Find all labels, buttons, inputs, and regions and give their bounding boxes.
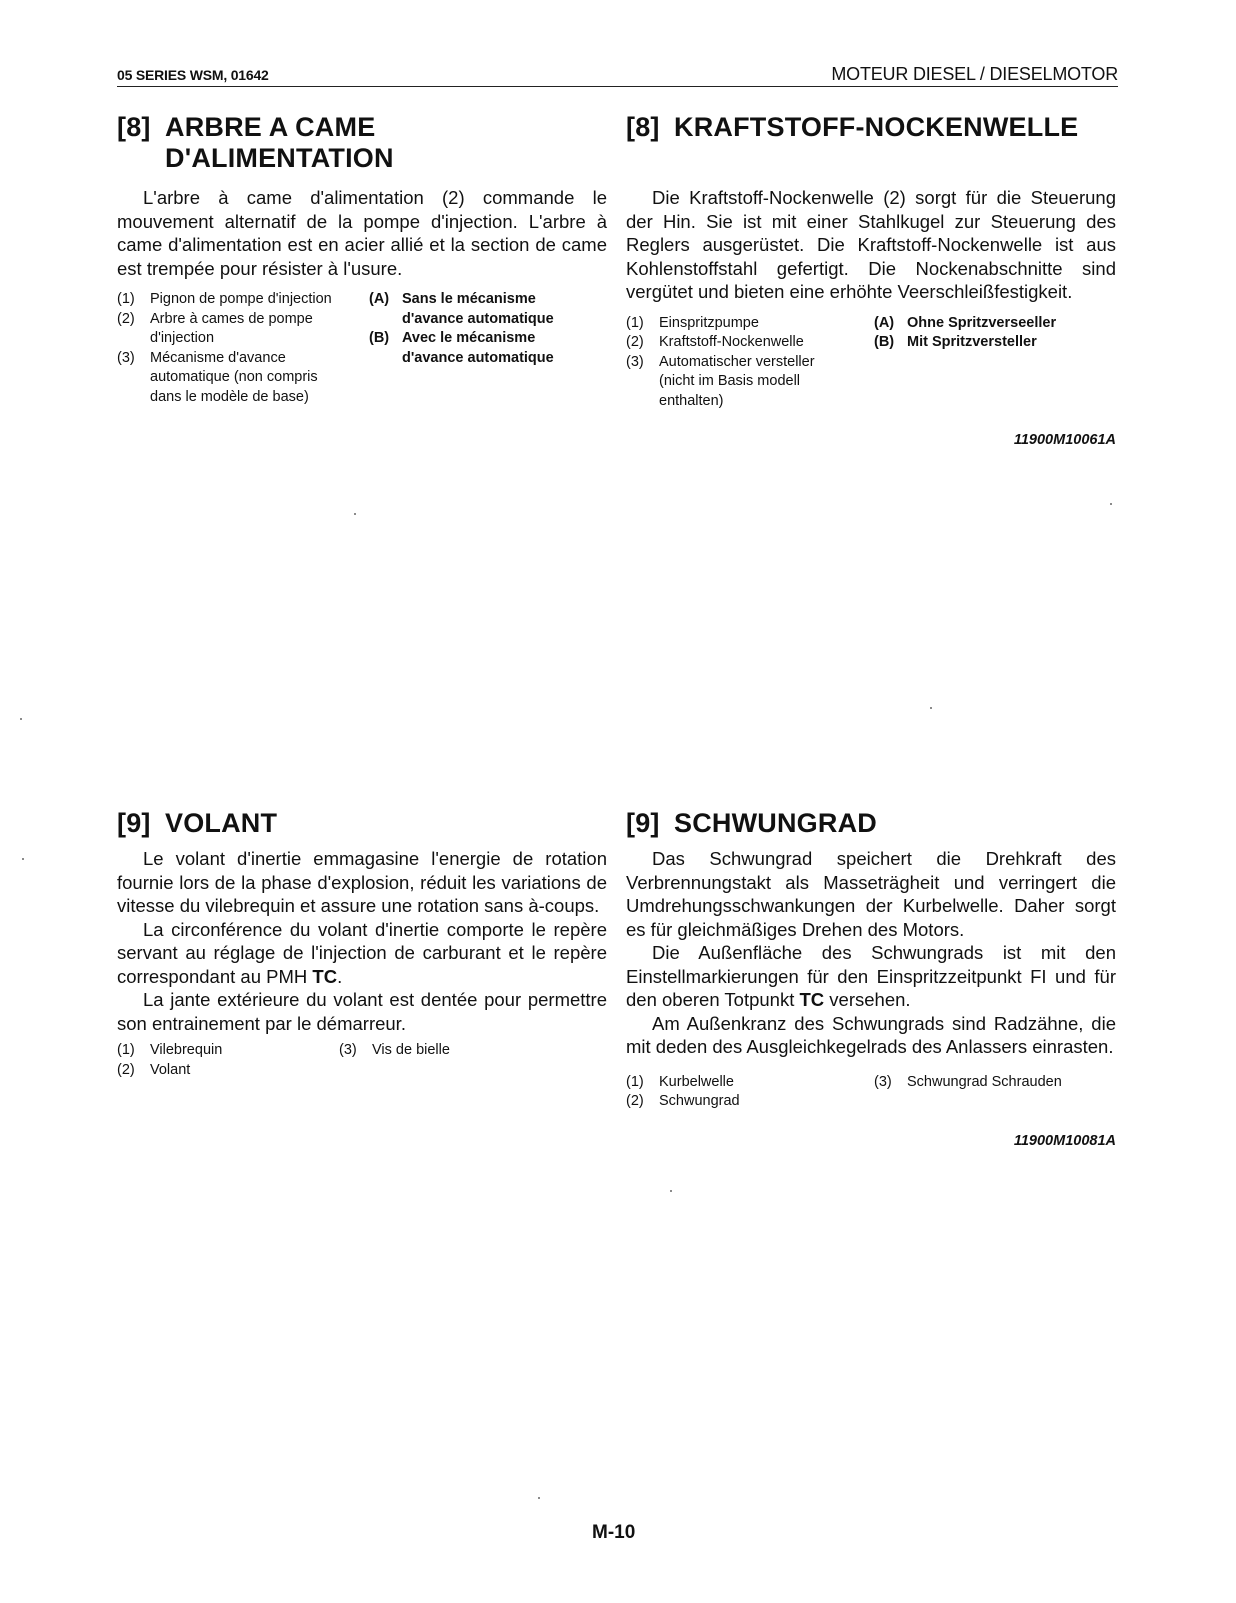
document-code: 11900M10081A xyxy=(1013,1133,1116,1149)
figure-legend xyxy=(117,1041,607,1080)
body-paragraph: Das Schwungrad speichert die Drehkraft des Verbrennungstakt als Masseträgheit und verringert die Umdrehungsschwankungen der Kurbelwelle. Daher sorgt es für gleichmäßiges Drehen des Motors. xyxy=(626,848,1116,940)
section-title: SCHWUNGRAD xyxy=(674,808,877,838)
body-paragraph: Die Außenfläche des Schwungrads ist mit den Einstellmarkierungen für den Einspritzzeitpunkt FI und für den oberen Totpunkt TC versehen. xyxy=(626,942,1116,1010)
legend-item: (2) Volant xyxy=(117,1061,191,1078)
body-paragraph: L'arbre à came d'alimentation (2) commande le mouvement alternatif de la pompe d'injection. L'arbre à came d'alimentation est en acier allié et la section de came est trempée pour résister à l'usure. xyxy=(117,187,607,279)
section-8-french xyxy=(117,112,607,407)
body-paragraph: Le volant d'inertie emmagasine l'energie de rotation fournie lors de la phase d'explosion, réduit les variations de vitesse du vilebrequin et assure une rotation sans à-coups. xyxy=(117,848,607,916)
section-title: VOLANT xyxy=(165,808,278,838)
scan-speck xyxy=(670,1190,672,1192)
body-paragraph: La circonférence du volant d'inertie comporte le repère servant au réglage de l'injection de carburant et le repère correspondant au PMH TC. xyxy=(117,918,607,987)
section-8-german xyxy=(626,112,1116,411)
document-code: 11900M10061A xyxy=(1013,432,1116,448)
legend-item: (A) Sans le mécanisme d'avance automatique xyxy=(369,291,554,327)
legend-item: (3) Schwungrad Schrauden xyxy=(874,1073,1062,1090)
legend-item: (2) Arbre à cames de pompe d'injection xyxy=(117,310,313,346)
scan-speck xyxy=(20,718,22,720)
body-paragraph: La jante extérieure du volant est dentée pour permettre son entrainement par le démarreur. xyxy=(117,989,607,1034)
legend-item: (2) Schwungrad xyxy=(626,1093,740,1109)
section-title-line-2: D'ALIMENTATION xyxy=(165,143,394,173)
legend-item: (3) Mécanisme d'avance automatique (non compris dans le modèle de base) xyxy=(117,349,318,405)
scan-speck xyxy=(538,1497,540,1499)
scan-speck xyxy=(1110,503,1112,505)
header-rule xyxy=(117,86,1118,87)
legend-item: (A) Ohne Spritzverseeller xyxy=(874,314,1057,331)
legend-item: (1) Kurbelwelle xyxy=(626,1073,734,1090)
legend-item: (1) Pignon de pompe d'injection xyxy=(117,291,332,307)
section-9-german xyxy=(626,808,1116,1112)
legend-item: (1) Einspritzpumpe xyxy=(626,314,759,331)
legend-item: (B) Avec le mécanisme d'avance automatique xyxy=(369,330,554,366)
legend-item: (B) Mit Spritzversteller xyxy=(874,334,1037,350)
body-paragraph: Die Kraftstoff-Nockenwelle (2) sorgt für die Steuerung der Hin. Sie ist mit einer Stahlkugel zur Steuerung des Reglers ausgerüstet. Die Kraftstoff-Nockenwelle ist aus Kohlenstoffstahl gefertigt. Die Nockenabschnitte sind vergütet und bieten eine erhöhte Veerschleißfestigkeit. xyxy=(626,187,1116,302)
figure-legend xyxy=(117,290,607,407)
scan-speck xyxy=(930,707,932,709)
header-section-title: MOTEUR DIESEL / DIESELMOTOR xyxy=(831,64,1118,84)
figure-legend xyxy=(626,1073,1116,1112)
section-title-line-1: ARBRE A CAME xyxy=(165,112,376,142)
figure-legend xyxy=(626,314,1116,412)
page-number: M-10 xyxy=(592,1522,636,1543)
scan-speck xyxy=(354,513,356,515)
section-number: [8] xyxy=(626,112,660,142)
scan-speck xyxy=(22,858,24,860)
section-9-french xyxy=(117,808,607,1080)
legend-item: (2) Kraftstoff-Nockenwelle xyxy=(626,334,804,350)
section-number: [8] xyxy=(117,112,151,142)
body-paragraph: Am Außenkranz des Schwungrads sind Radzähne, die mit deden des Ausgleichkegelrads des Anlassers einrasten. xyxy=(626,1012,1116,1057)
section-number: [9] xyxy=(626,808,660,838)
legend-item: (3) Vis de bielle xyxy=(339,1042,450,1058)
legend-item: (1) Vilebrequin xyxy=(117,1042,223,1058)
header-manual-id: 05 SERIES WSM, 01642 xyxy=(117,67,269,83)
legend-item: (3) Automatischer versteller (nicht im Basis modell enthalten) xyxy=(626,353,815,409)
section-number: [9] xyxy=(117,808,151,838)
section-title: KRAFTSTOFF-NOCKENWELLE xyxy=(674,112,1079,142)
